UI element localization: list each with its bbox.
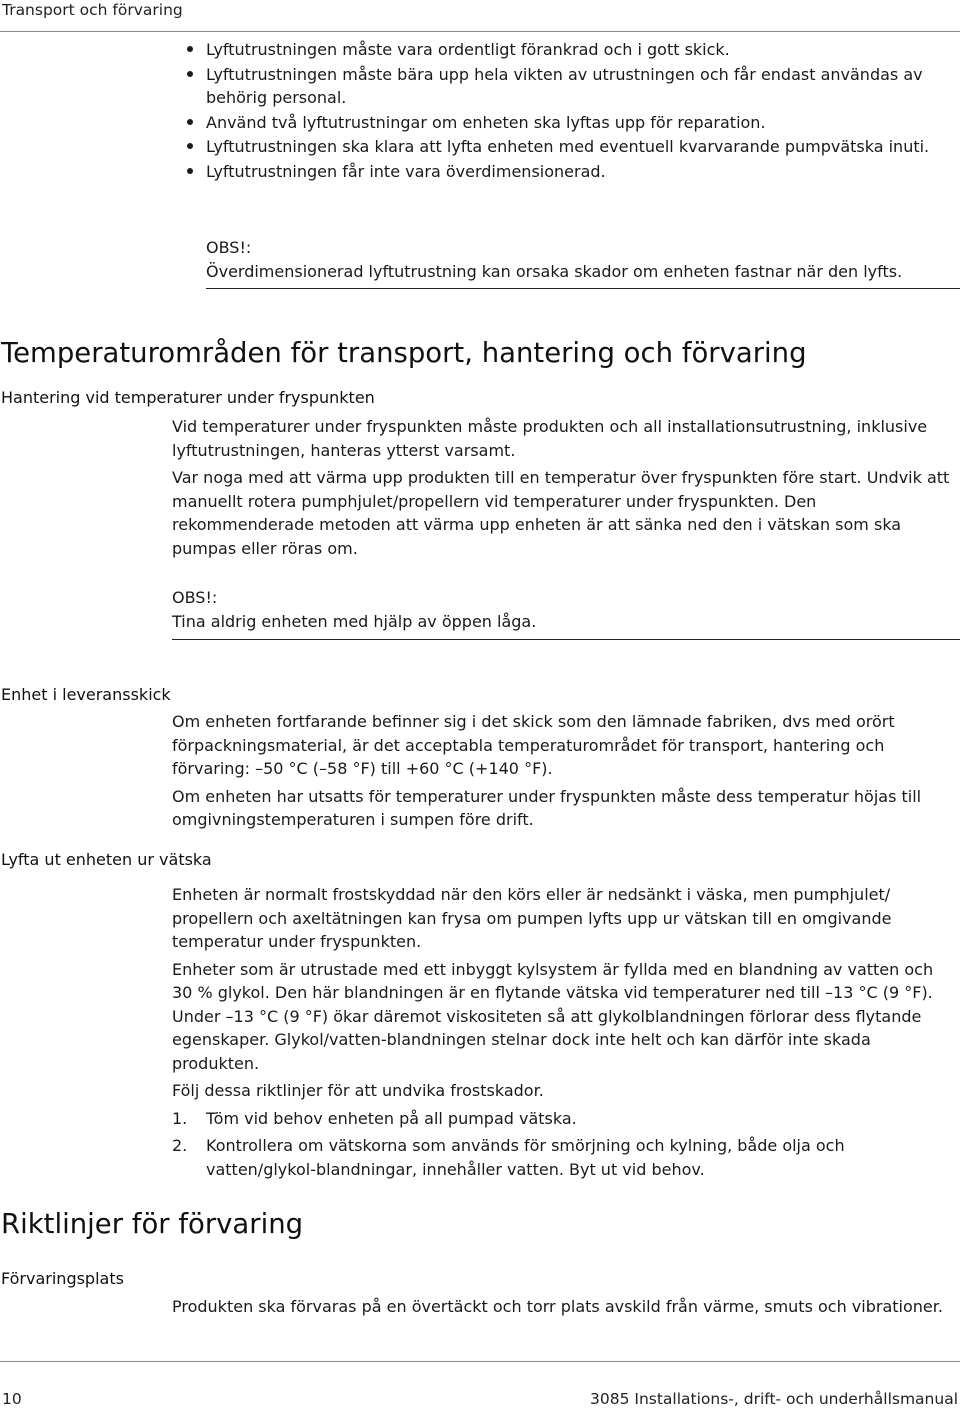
manual-title: 3085 Installations-, drift- och underhållsmanual — [590, 1390, 958, 1408]
paragraph: Enheten är normalt frostskyddad när den körs eller är nedsänkt i väska, men pumphjulet/ propellern och axeltätningen kan frysa om pumpen lyfts upp ur vätskan till en omgivande temperatur under fryspunkten. — [172, 885, 892, 951]
list-item — [172, 1107, 956, 1131]
paragraph: Om enheten fortfarande befinner sig i det skick som den lämnade fabriken, dvs med orört förpackningsmaterial, är det acceptabla temperaturområdet för transport, hantering och förvaring: –50 °C (–58 °F) till +60 °C (+140 °F). — [172, 712, 895, 778]
subheading-delivery: Enhet i leveransskick — [1, 685, 171, 704]
list-item: Lyftutrustningen får inte vara överdimensionerad. — [184, 160, 944, 184]
delivery-body — [172, 710, 956, 836]
list-item — [172, 1134, 956, 1181]
step-text: Kontrollera om vätskorna som används för smörjning och kylning, både olja och vatten/glykol-blandningar, innehåller vatten. Byt ut vid behov. — [206, 1136, 845, 1179]
lifting-requirements-list — [184, 38, 944, 184]
paragraph: Produkten ska förvaras på en övertäckt och torr plats avskild från värme, smuts och vibrationer. — [172, 1297, 943, 1316]
subheading-lift-out: Lyfta ut enheten ur vätska — [1, 850, 212, 869]
paragraph: Var noga med att värma upp produkten till en temperatur över fryspunkten före start. Undvik att manuellt rotera pumphjulet/propellern vid temperaturer under fryspunkten. Den rekommenderade metoden att värma upp enheten är att sänka ned den i vätskan som ska pumpas eller röras om. — [172, 468, 950, 558]
note-thaw — [172, 586, 960, 640]
footer-rule — [0, 1361, 960, 1362]
header-rule — [0, 31, 960, 32]
list-item: Lyftutrustningen måste bära upp hela vikten av utrustningen och får endast användas av behörig personal. — [184, 63, 944, 110]
section-title-storage: Riktlinjer för förvaring — [1, 1208, 304, 1240]
paragraph: Vid temperaturer under fryspunkten måste produkten och all installationsutrustning, inklusive lyftutrustningen, hanteras ytterst varsamt. — [172, 417, 928, 460]
running-header: Transport och förvaring — [2, 1, 183, 19]
step-number: 1. — [172, 1108, 188, 1128]
paragraph: Om enheten har utsatts för temperaturer under fryspunkten måste dess temperatur höjas till omgivningstemperaturen i sumpen före drift. — [172, 786, 922, 829]
note-oversized-lifting — [206, 236, 960, 289]
step-number: 2. — [172, 1136, 188, 1155]
note-text: Tina aldrig enheten med hjälp av öppen låga. — [172, 612, 537, 631]
location-body — [172, 1295, 956, 1323]
note-label: OBS!: — [172, 588, 218, 607]
list-item: Lyftutrustningen måste vara ordentligt förankrad och i gott skick. — [184, 38, 944, 62]
page-number: 10 — [2, 1390, 22, 1408]
frost-steps-list — [172, 1107, 956, 1182]
section-title-temperature: Temperaturområden för transport, hantering och förvaring — [1, 337, 807, 369]
paragraph: Följ dessa riktlinjer för att undvika frostskador. — [172, 1081, 544, 1100]
list-item: Använd två lyftutrustningar om enheten ska lyftas upp för reparation. — [184, 111, 944, 135]
note-text: Överdimensionerad lyftutrustning kan orsaka skador om enheten fastnar när den lyfts. — [206, 262, 903, 281]
paragraph: Enheter som är utrustade med ett inbyggt kylsystem är fyllda med en blandning av vatten och 30 % glykol. Den här blandningen är en flytande vätska vid temperaturer ned till –13 °C (9 °F). Under –13 °C (9 °F) ökar däremot viskositeten så att glykolblandningen förlorar dess flytande egenskaper. Glykol/vatten-blandningen stelnar dock inte helt och kan därför inte skada produkten. — [172, 959, 934, 1073]
note-label: OBS!: — [206, 238, 252, 257]
freezing-body — [172, 415, 956, 564]
subheading-location: Förvaringsplats — [1, 1269, 124, 1288]
subheading-freezing: Hantering vid temperaturer under fryspunkten — [1, 388, 375, 407]
list-item: Lyftutrustningen ska klara att lyfta enheten med eventuell kvarvarande pumpvätska inuti. — [184, 135, 944, 159]
lift-out-body — [172, 883, 956, 1185]
step-text: Töm vid behov enheten på all pumpad vätska. — [206, 1108, 577, 1128]
